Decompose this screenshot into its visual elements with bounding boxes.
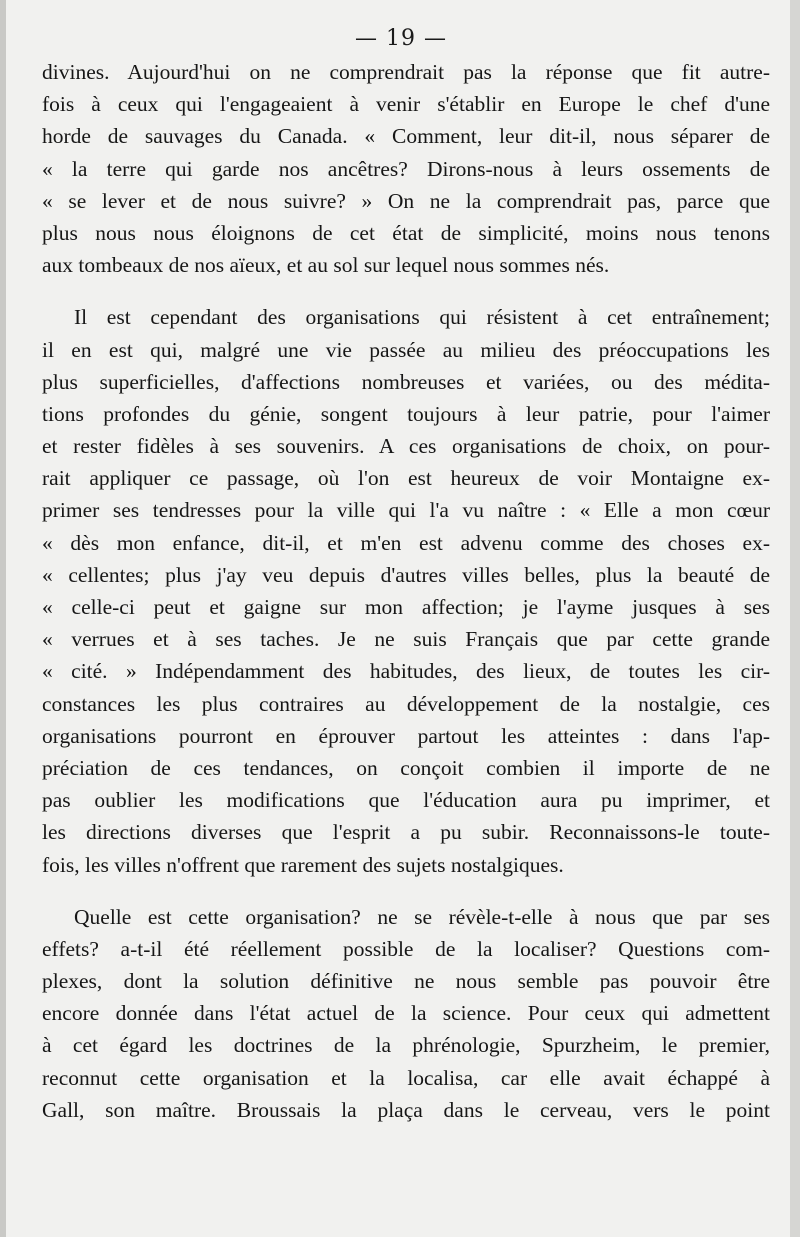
text-line: préciation de ces tendances, on conçoit combien il importe de ne: [42, 755, 770, 780]
text-line: « cité. » Indépendamment des habitudes, des lieux, de toutes les cir-: [42, 659, 770, 684]
text-line: il en est qui, malgré une vie passée au milieu des préoccupations les: [42, 337, 770, 362]
paragraph-gap: [42, 881, 770, 901]
text-line: horde de sauvages du Canada. « Comment, leur dit-il, nous séparer de: [42, 124, 770, 149]
paragraph-gap: [42, 281, 770, 301]
text-line: primer ses tendresses pour la ville qui l'a vu naître : « Elle a mon cœur: [42, 498, 770, 523]
text-line: encore donnée dans l'état actuel de la science. Pour ceux qui admettent: [42, 1001, 770, 1026]
text-line: les directions diverses que l'esprit a pu subir. Reconnaissons-le toute-: [42, 820, 770, 845]
text-line: effets? a-t-il été réellement possible de la localiser? Questions com-: [42, 936, 770, 961]
text-line: organisations pourront en éprouver partout les atteintes : dans l'ap-: [42, 723, 770, 748]
text-line: divines. Aujourd'hui on ne comprendrait pas la réponse que fit autre-: [42, 60, 770, 84]
text-line: pas oublier les modifications que l'éducation aura pu imprimer, et: [42, 788, 770, 813]
text-line: « la terre qui garde nos ancêtres? Dirons-nous à leurs ossements de: [42, 156, 770, 181]
text-line: Il est cependant des organisations qui résistent à cet entraînement;: [74, 305, 770, 330]
text-line: plexes, dont la solution définitive ne nous semble pas pouvoir être: [42, 969, 770, 994]
text-line: à cet égard les doctrines de la phrénologie, Spurzheim, le premier,: [42, 1033, 770, 1058]
text-line: tions profondes du génie, songent toujours à leur patrie, pour l'aimer: [42, 401, 770, 426]
text-line: plus superficielles, d'affections nombreuses et variées, ou des médita-: [42, 369, 770, 394]
text-line: constances les plus contraires au développement de la nostalgie, ces: [42, 691, 770, 716]
text-line: et rester fidèles à ses souvenirs. A ces organisations de choix, on pour-: [42, 434, 770, 459]
page-number: — 19 —: [355, 26, 447, 51]
text-line: reconnut cette organisation et la localisa, car elle avait échappé à: [42, 1065, 770, 1090]
text-line: Quelle est cette organisation? ne se révèle-t-elle à nous que par ses: [74, 904, 770, 929]
paragraph: [42, 301, 770, 880]
text-line: « celle-ci peut et gaigne sur mon affection; je l'ayme jusques à ses: [42, 595, 770, 619]
text-line: Gall, son maître. Broussais la plaça dans le cerveau, vers le point: [42, 1097, 770, 1122]
text-line: « dès mon enfance, dit-il, et m'en est advenu comme des choses ex-: [42, 530, 770, 555]
paragraph: [42, 56, 770, 281]
text-line: « se lever et de nous suivre? » On ne la comprendrait pas, parce que: [42, 188, 770, 213]
text-line: plus nous nous éloignons de cet état de simplicité, moins nous tenons: [42, 220, 770, 245]
body-text: [42, 56, 770, 1126]
text-line: « cellentes; plus j'ay veu depuis d'autres villes belles, plus la beauté de: [42, 562, 770, 587]
text-line: aux tombeaux de nos aïeux, et au sol sur lequel nous sommes nés.: [42, 253, 610, 278]
text-line: fois à ceux qui l'engageaient à venir s'établir en Europe le chef d'une: [42, 92, 770, 117]
text-line: « verrues et à ses taches. Je ne suis Français que par cette grande: [42, 627, 770, 652]
text-line: rait appliquer ce passage, où l'on est heureux de voir Montaigne ex-: [42, 466, 770, 491]
text-line: fois, les villes n'offrent que rarement des sujets nostalgiques.: [42, 852, 564, 877]
paragraph: [42, 901, 770, 1126]
